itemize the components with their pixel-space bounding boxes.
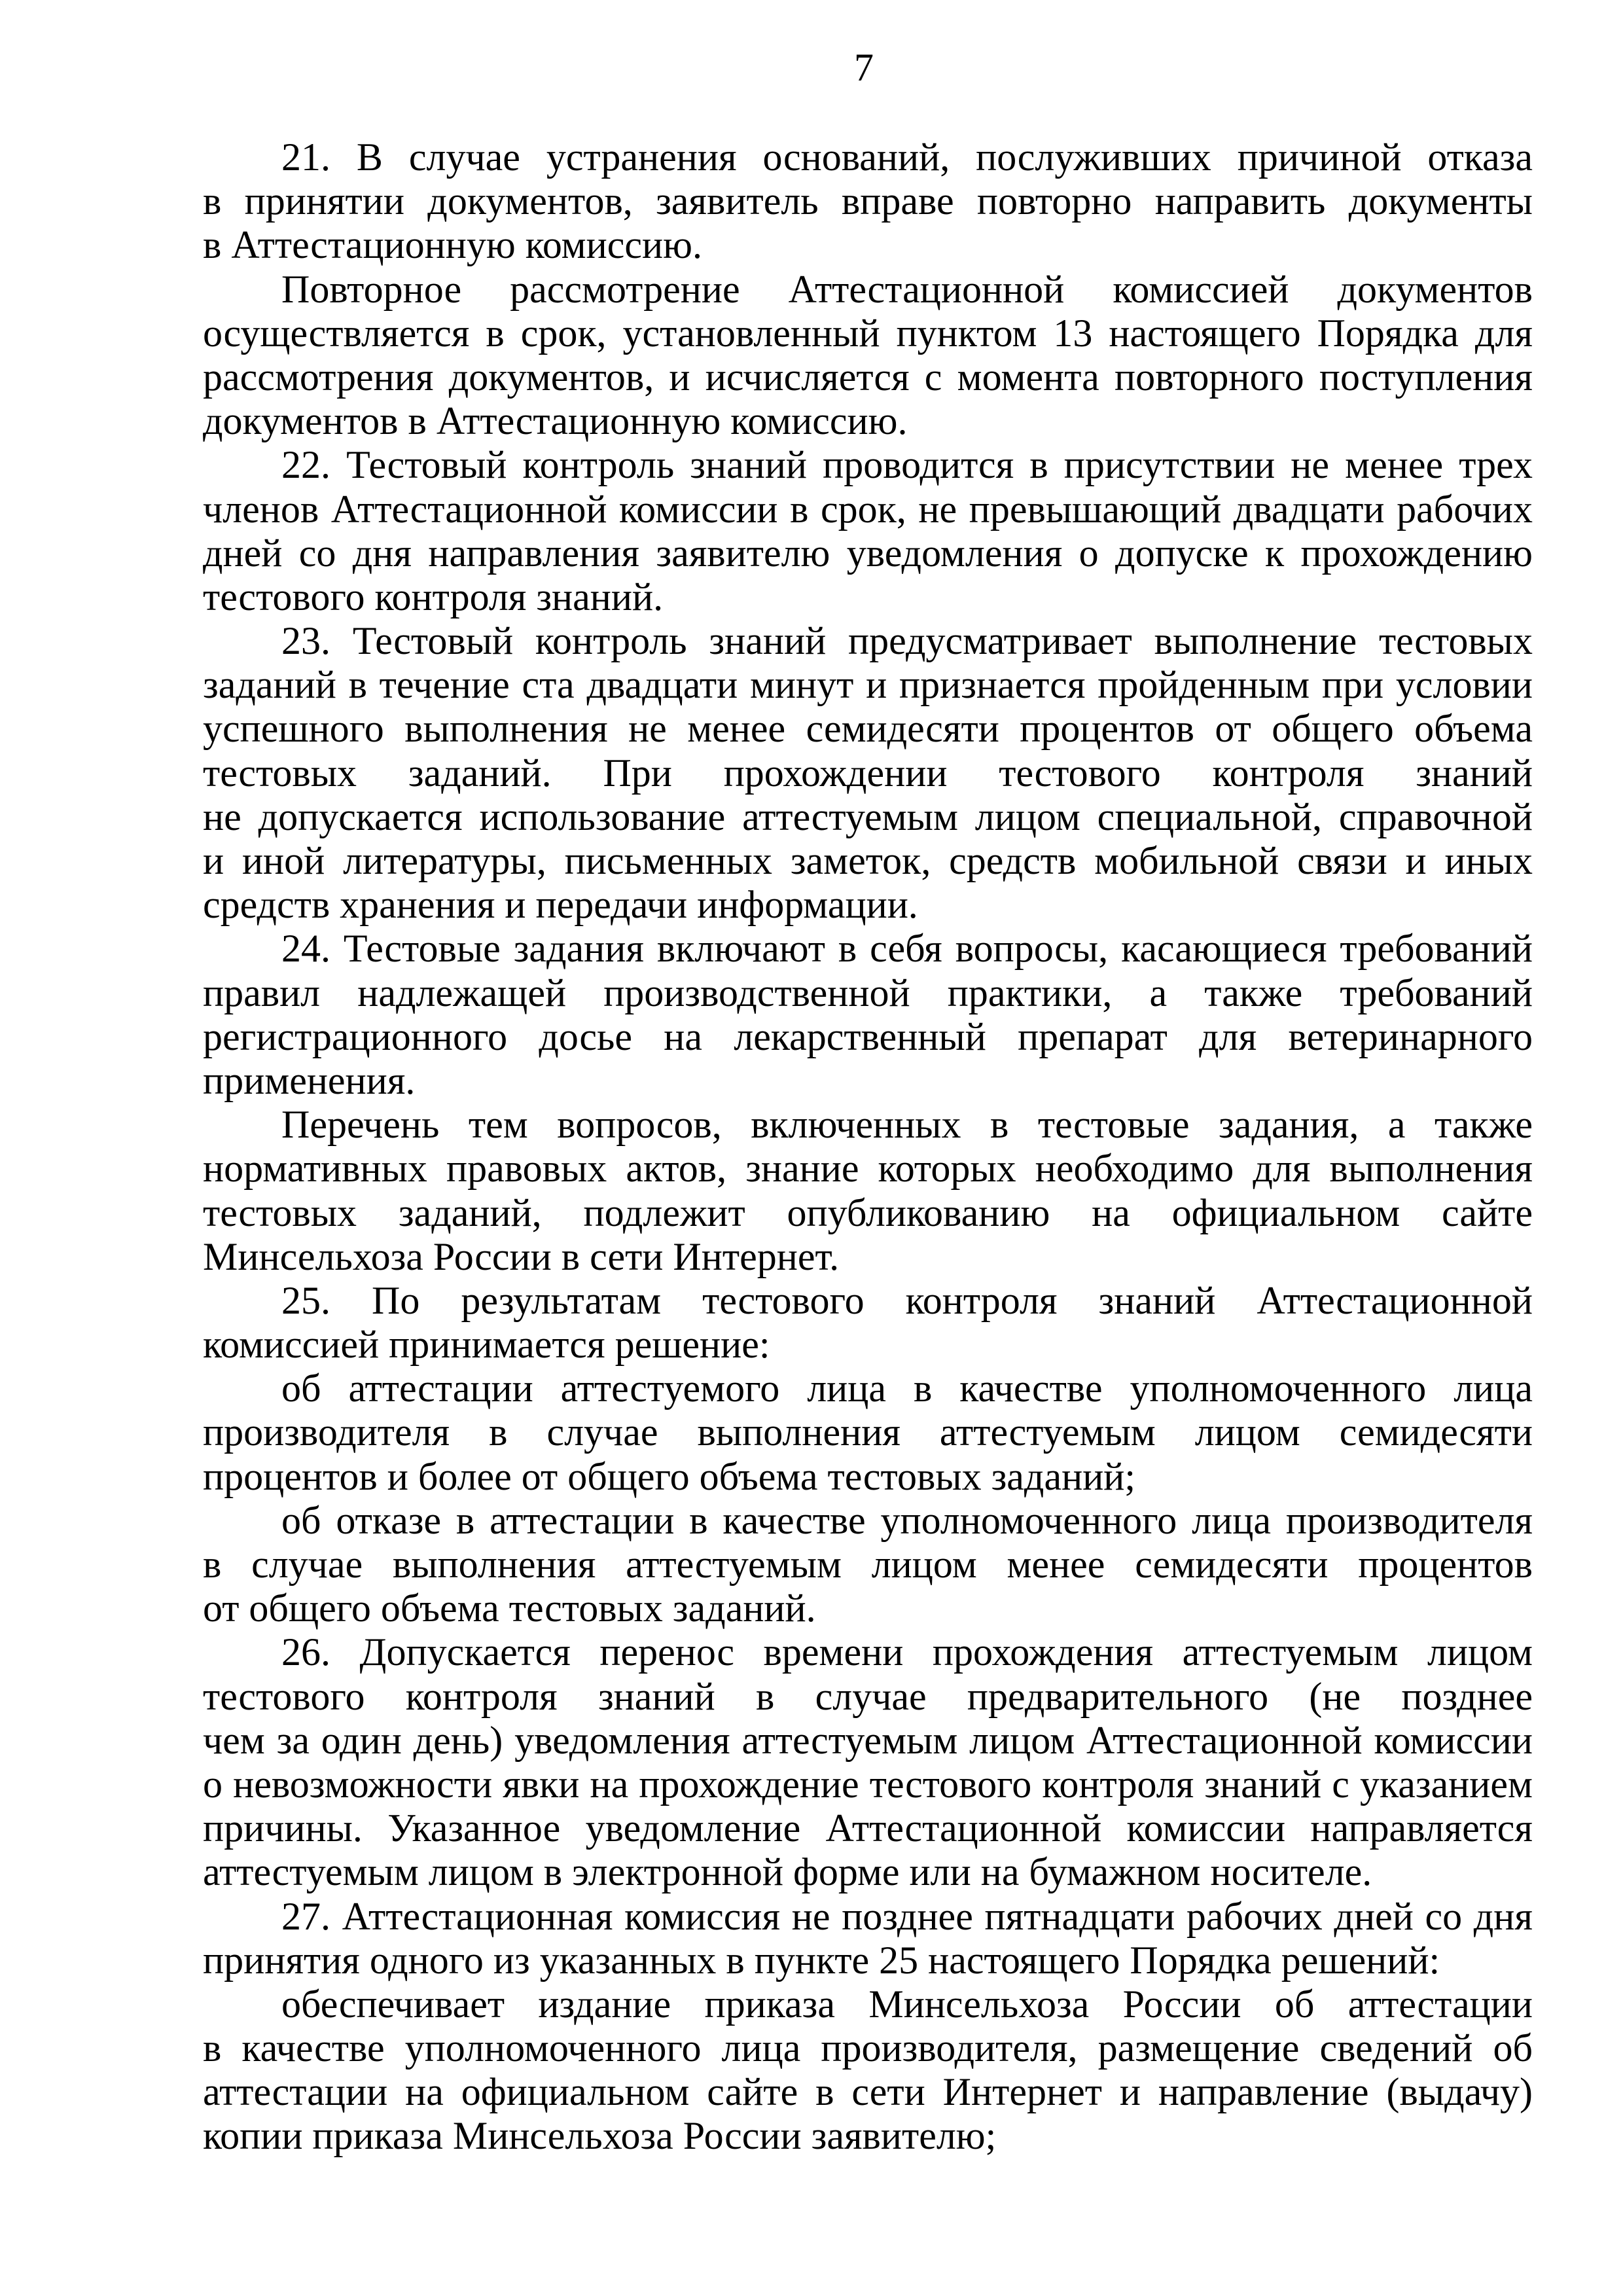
page-number: 7 xyxy=(854,46,874,89)
text-line: чем за один день) уведомления аттестуемым лицом Аттестационной комиссии xyxy=(203,1718,1533,1762)
text-line: об отказе в аттестации в качестве уполномоченного лица производителя xyxy=(281,1498,1533,1542)
text-line: о невозможности явки на прохождение тестового контроля знаний с указанием xyxy=(203,1762,1533,1806)
text-line: в принятии документов, заявитель вправе повторно направить документы xyxy=(203,179,1533,223)
text-line: от общего объема тестовых заданий. xyxy=(203,1587,816,1630)
paragraph xyxy=(203,1103,1533,1279)
paragraph xyxy=(203,1895,1533,1982)
text-line: аттестуемым лицом в электронной форме или на бумажном носителе. xyxy=(203,1850,1372,1894)
text-line: регистрационного досье на лекарственный препарат для ветеринарного xyxy=(203,1014,1533,1058)
text-line: документов в Аттестационную комиссию. xyxy=(203,399,908,443)
text-line: тестового контроля знаний в случае предварительного (не позднее xyxy=(203,1674,1533,1718)
document-body xyxy=(203,135,1533,2159)
text-line: тестового контроля знаний. xyxy=(203,575,664,619)
text-line: нормативных правовых актов, знание которых необходимо для выполнения xyxy=(203,1147,1533,1191)
text-line: 27. Аттестационная комиссия не позднее пятнадцати рабочих дней со дня xyxy=(281,1894,1533,1938)
text-line: средств хранения и передачи информации. xyxy=(203,883,918,927)
paragraph xyxy=(203,443,1533,619)
paragraph xyxy=(203,1367,1533,1499)
text-line: принятия одного из указанных в пункте 25 настоящего Порядка решений: xyxy=(203,1938,1440,1982)
text-line: обеспечивает издание приказа Минсельхоза России об аттестации xyxy=(281,1982,1533,2026)
paragraph xyxy=(203,268,1533,444)
text-line: и иной литературы, письменных заметок, средств мобильной связи и иных xyxy=(203,839,1533,882)
text-line: Перечень тем вопросов, включенных в тестовые задания, а также xyxy=(281,1103,1533,1147)
text-line: копии приказа Минсельхоза России заявителю; xyxy=(203,2114,997,2158)
text-line: аттестации на официальном сайте в сети Интернет и направление (выдачу) xyxy=(203,2070,1533,2114)
text-line: правил надлежащей производственной практики, а также требований xyxy=(203,971,1533,1014)
text-line: применения. xyxy=(203,1058,416,1102)
text-line: процентов и более от общего объема тестовых заданий; xyxy=(203,1454,1136,1498)
text-line: тестовых заданий, подлежит опубликованию на официальном сайте xyxy=(203,1191,1533,1234)
text-line: успешного выполнения не менее семидесяти процентов от общего объема xyxy=(203,707,1533,751)
text-line: 22. Тестовый контроль знаний проводится в присутствии не менее трех xyxy=(281,443,1533,487)
text-line: не допускается использование аттестуемым лицом специальной, справочной xyxy=(203,795,1533,838)
text-line: 23. Тестовый контроль знаний предусматривает выполнение тестовых xyxy=(281,619,1533,663)
text-line: Минсельхоза России в сети Интернет. xyxy=(203,1234,840,1278)
text-line: Повторное рассмотрение Аттестационной комиссией документов xyxy=(281,267,1533,311)
text-line: 25. По результатам тестового контроля знаний Аттестационной xyxy=(281,1278,1533,1322)
text-line: об аттестации аттестуемого лица в качестве уполномоченного лица xyxy=(281,1367,1533,1410)
text-line: 21. В случае устранения оснований, послуживших причиной отказа xyxy=(281,135,1533,179)
text-line: рассмотрения документов, и исчисляется с момента повторного поступления xyxy=(203,355,1533,399)
text-line: в качестве уполномоченного лица производителя, размещение сведений об xyxy=(203,2026,1533,2070)
paragraph xyxy=(203,927,1533,1103)
paragraph xyxy=(203,619,1533,927)
paragraph xyxy=(203,135,1533,268)
text-line: осуществляется в срок, установленный пунктом 13 настоящего Порядка для xyxy=(203,311,1533,355)
text-line: в случае выполнения аттестуемым лицом менее семидесяти процентов xyxy=(203,1543,1533,1586)
text-line: 26. Допускается перенос времени прохождения аттестуемым лицом xyxy=(281,1630,1533,1674)
paragraph xyxy=(203,1279,1533,1367)
text-line: в Аттестационную комиссию. xyxy=(203,223,702,267)
text-line: членов Аттестационной комиссии в срок, не превышающий двадцати рабочих xyxy=(203,487,1533,531)
paragraph xyxy=(203,1630,1533,1894)
text-line: комиссией принимается решение: xyxy=(203,1323,770,1367)
paragraph xyxy=(203,1499,1533,1631)
text-line: тестовых заданий. При прохождении тестового контроля знаний xyxy=(203,751,1533,795)
paragraph xyxy=(203,1982,1533,2159)
text-line: причины. Указанное уведомление Аттестационной комиссии направляется xyxy=(203,1806,1533,1850)
text-line: дней со дня направления заявителю уведомления о допуске к прохождению xyxy=(203,531,1533,575)
text-line: 24. Тестовые задания включают в себя вопросы, касающиеся требований xyxy=(281,927,1533,971)
text-line: производителя в случае выполнения аттестуемым лицом семидесяти xyxy=(203,1410,1533,1454)
text-line: заданий в течение ста двадцати минут и признается пройденным при условии xyxy=(203,663,1533,707)
